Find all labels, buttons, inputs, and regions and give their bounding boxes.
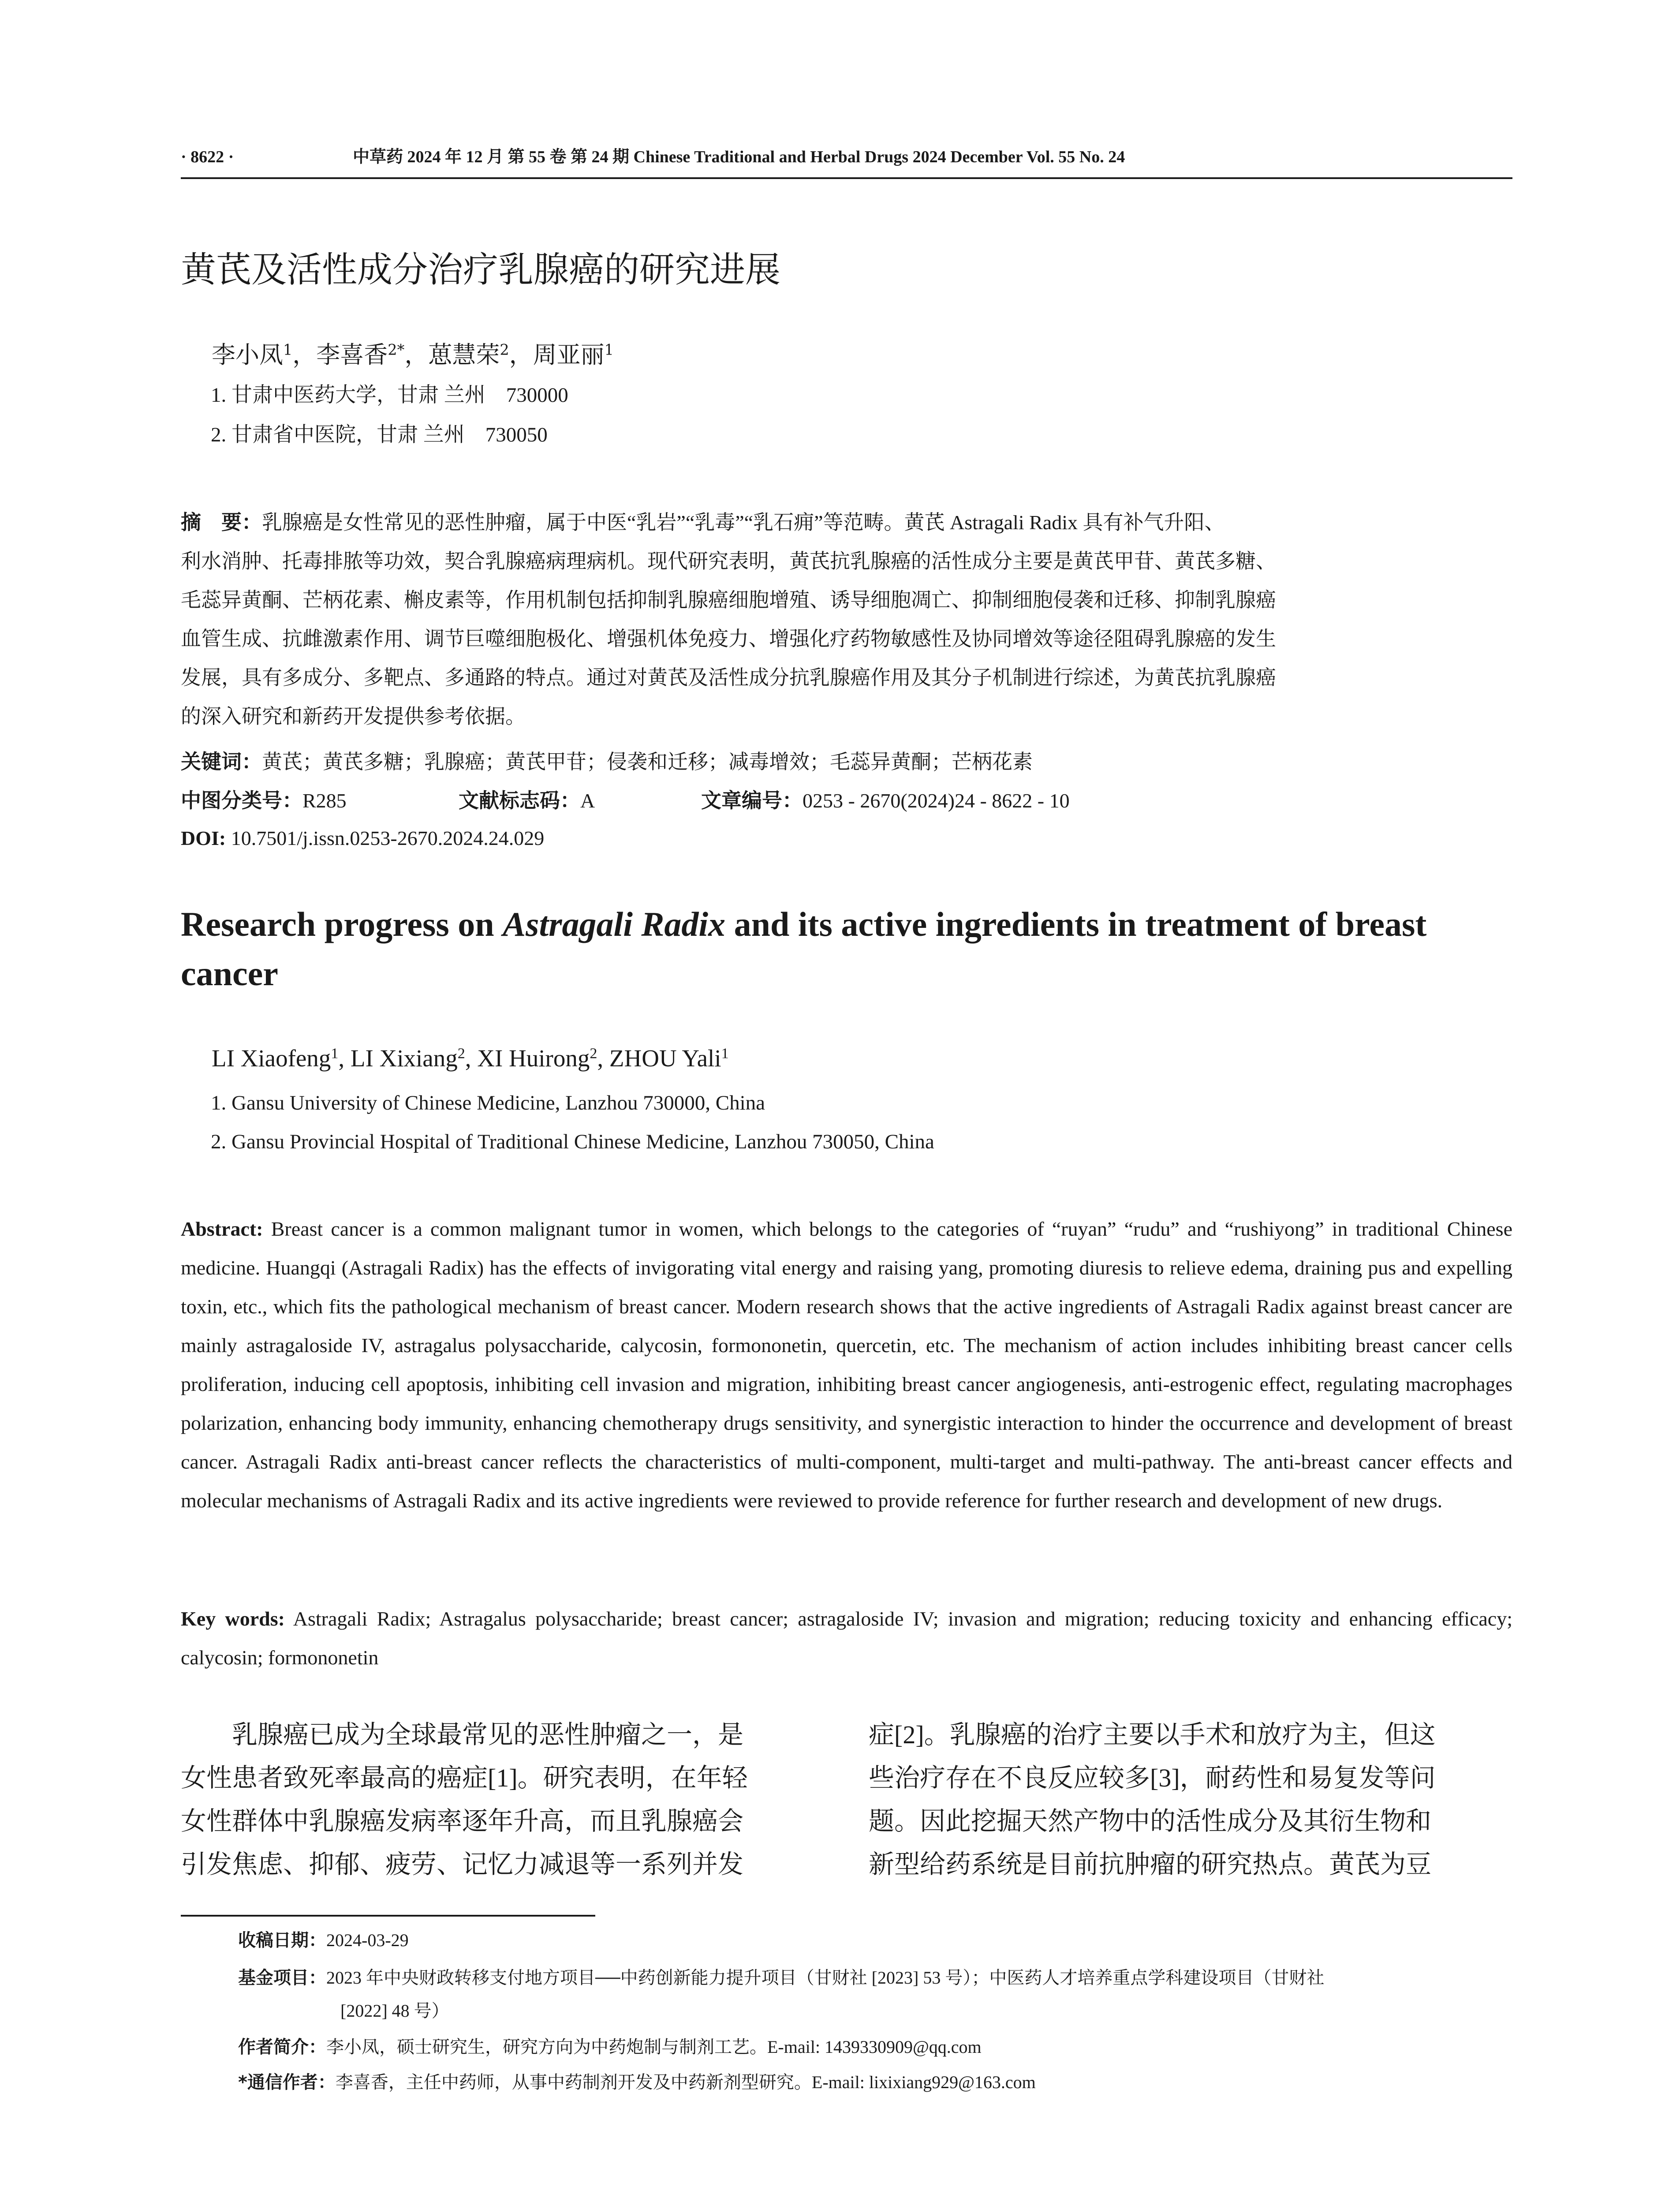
title-en-part: and its active ingredients in treatment of breast cancer bbox=[181, 905, 1427, 993]
page-number: · 8622 · bbox=[181, 148, 234, 166]
abstract-en-text: Breast cancer is a common malignant tumor in women, which belongs to the categories of “ruyan” “rudu” and “rushiyong” in traditional Chinese medicine. Huangqi (Astragali Radix) has the effects of invigorating vital energy and raising yang, promoting diuresis to relieve edema, draining pus and expelling toxin, etc., which fits the pathological mechanism of breast cancer. Modern research shows that the active ingredients of Astragali Radix against breast cancer are mainly astragaloside IV, astragalus polysaccharide, calycosin, formononetin, quercetin, etc. The mechanism of action includes inhibiting breast cancer cells proliferation, inducing cell apoptosis, inhibiting cell invasion and migration, inhibiting breast cancer angiogenesis, anti-estrogenic effect, regulating macrophages polarization, enhancing body immunity, enhancing chemotherapy drugs sensitivity, and synergistic interaction to hinder the occurrence and development of breast cancer. Astragali Radix anti-breast cancer reflects the characteristics of multi-component, multi-target and multi-pathway. The anti-breast cancer effects and molecular mechanisms of Astragali Radix and its active ingredients were reviewed to provide reference for further research and development of new drugs. bbox=[181, 1218, 1512, 1512]
title-en-italic: Astragali Radix bbox=[503, 905, 726, 943]
affil-mark: 1 bbox=[331, 1045, 339, 1062]
body-column-left bbox=[181, 1713, 825, 1886]
authors-en bbox=[212, 1041, 729, 1076]
affiliation-cn-2: 2. 甘肃省中医院，甘肃 兰州 730050 bbox=[211, 423, 548, 446]
separator: ， bbox=[404, 341, 429, 369]
keywords-cn-label: 关键词： bbox=[181, 750, 262, 774]
affil-mark: 2* bbox=[388, 341, 405, 359]
keywords-en-label: Key words: bbox=[181, 1607, 285, 1630]
received-value: 2024-03-29 bbox=[326, 1930, 409, 1950]
author-en-2: LI Xixiang bbox=[350, 1045, 458, 1072]
keywords-cn-text: 黄芪；黄芪多糖；乳腺癌；黄芪甲苷；侵袭和迁移；减毒增效；毛蕊异黄酮；芒柄花素 bbox=[262, 751, 1033, 773]
author-en-3: XI Huirong bbox=[477, 1045, 590, 1072]
body-line: 女性群体中乳腺癌发病率逐年升高，而且乳腺癌会 bbox=[181, 1807, 744, 1835]
article-value: 0253 - 2670(2024)24 - 8622 - 10 bbox=[803, 789, 1070, 812]
footnote-rule bbox=[181, 1915, 595, 1917]
received-label: 收稿日期： bbox=[238, 1930, 326, 1951]
keywords-en bbox=[181, 1600, 1512, 1677]
title-en-part: Research progress on bbox=[181, 905, 503, 943]
separator: ， bbox=[509, 341, 533, 369]
body-line: 女性患者致死率最高的癌症[1]。研究表明，在年轻 bbox=[181, 1764, 748, 1792]
affiliation-cn-1: 1. 甘肃中医药大学，甘肃 兰州 730000 bbox=[211, 384, 568, 407]
author-cn-3: 葸慧荣 bbox=[428, 341, 500, 369]
body-column-right bbox=[869, 1713, 1512, 1886]
separator: , bbox=[465, 1045, 478, 1072]
title-cn: 黄芪及活性成分治疗乳腺癌的研究进展 bbox=[181, 249, 780, 290]
clc-label: 中图分类号： bbox=[181, 789, 302, 812]
body-line: 题。因此挖掘天然产物中的活性成分及其衍生物和 bbox=[869, 1807, 1432, 1835]
body-line: 乳腺癌已成为全球最常见的恶性肿瘤之一，是 bbox=[181, 1720, 744, 1749]
abstract-cn-line: 毛蕊异黄酮、芒柄花素、槲皮素等，作用机制包括抑制乳腺癌细胞增殖、诱导细胞凋亡、抑制细胞侵袭和迁移、抑制乳腺癌 bbox=[181, 589, 1276, 611]
abstract-cn-line: 乳腺癌是女性常见的恶性肿瘤，属于中医“乳岩”“乳毒”“乳石痈”等范畴。黄芪 Astragali Radix 具有补气升阳、 bbox=[262, 511, 1225, 534]
author-en-1: LI Xiaofeng bbox=[212, 1045, 331, 1072]
body-line: 些治疗存在不良反应较多[3]，耐药性和易复发等问 bbox=[869, 1764, 1436, 1792]
abstract-cn-line: 利水消肿、托毒排脓等功效，契合乳腺癌病理病机。现代研究表明，黄芪抗乳腺癌的活性成分主要是黄芪甲苷、黄芪多糖、 bbox=[181, 550, 1276, 572]
authors-cn bbox=[212, 337, 614, 373]
doi-label: DOI: bbox=[181, 827, 226, 849]
doi-line bbox=[181, 823, 544, 854]
separator: , bbox=[338, 1045, 351, 1072]
affiliation-en-1: 1. Gansu University of Chinese Medicine, Lanzhou 730000, China bbox=[211, 1091, 765, 1114]
author-label: 作者简介： bbox=[238, 2037, 326, 2057]
title-en bbox=[181, 900, 1512, 998]
body-line: 引发焦虑、抑郁、疲劳、记忆力减退等一系列并发 bbox=[181, 1850, 744, 1879]
doc-value: A bbox=[580, 789, 595, 812]
abstract-cn-line: 的深入研究和新药开发提供参考依据。 bbox=[181, 705, 526, 728]
abstract-cn bbox=[181, 503, 1512, 736]
keywords-en-text: Astragali Radix; Astragalus polysaccharide; breast cancer; astragaloside IV; invasion and migration; reducing toxicity and enhancing efficacy; calycosin; formononetin bbox=[181, 1607, 1513, 1669]
footnote-author bbox=[238, 2033, 982, 2061]
correspondence-label: *通信作者： bbox=[238, 2072, 336, 2093]
abstract-en bbox=[181, 1210, 1512, 1520]
author-cn-2: 李喜香 bbox=[316, 341, 388, 369]
footnote-fund-cont: [2022] 48 号） bbox=[340, 2001, 449, 2021]
article-number bbox=[701, 785, 1070, 816]
affil-mark: 2 bbox=[500, 341, 509, 359]
author-en-4: ZHOU Yali bbox=[609, 1045, 721, 1072]
journal-line: 中草药 2024 年 12 月 第 55 卷 第 24 期 Chinese Traditional and Herbal Drugs 2024 December Vol. 55 No. 24 bbox=[353, 148, 1125, 166]
abstract-cn-line: 发展，具有多成分、多靶点、多通路的特点。通过对黄芪及活性成分抗乳腺癌作用及其分子机制进行综述，为黄芪抗乳腺癌 bbox=[181, 666, 1276, 689]
affil-mark: 1 bbox=[283, 341, 293, 359]
author-cn-4: 周亚丽 bbox=[533, 341, 605, 369]
author-value: 李小凤，硕士研究生，研究方向为中药炮制与制剂工艺。E-mail: 1439330909@qq.com bbox=[326, 2037, 982, 2057]
affil-mark: 1 bbox=[604, 341, 614, 359]
abstract-cn-label: 摘 要： bbox=[181, 510, 262, 534]
abstract-en-label: Abstract: bbox=[181, 1218, 263, 1240]
article-label: 文章编号： bbox=[701, 789, 803, 812]
fund-value: 2023 年中央财政转移支付地方项目──中药创新能力提升项目（甘财社 [2023] 53 号）；中医药人才培养重点学科建设项目（甘财社 bbox=[326, 1968, 1325, 1988]
separator: ， bbox=[292, 341, 317, 369]
affil-mark: 2 bbox=[590, 1045, 597, 1062]
doc-code bbox=[459, 785, 595, 816]
classification-line bbox=[181, 785, 347, 816]
header-rule bbox=[181, 177, 1512, 179]
separator: , bbox=[597, 1045, 609, 1072]
abstract-cn-line: 血管生成、抗雌激素作用、调节巨噬细胞极化、增强机体免疫力、增强化疗药物敏感性及协同增效等途径阻碍乳腺癌的发生 bbox=[181, 628, 1276, 650]
affil-mark: 2 bbox=[457, 1045, 465, 1062]
keywords-cn bbox=[181, 746, 1033, 777]
doc-label: 文献标志码： bbox=[459, 789, 580, 812]
doi-link[interactable]: 10.7501/j.issn.0253-2670.2024.24.029 bbox=[231, 827, 545, 849]
affiliation-en-2: 2. Gansu Provincial Hospital of Traditional Chinese Medicine, Lanzhou 730050, China bbox=[211, 1130, 934, 1153]
correspondence-value: 李喜香，主任中药师，从事中药制剂开发及中药新剂型研究。E-mail: lixixiang929@163.com bbox=[335, 2072, 1036, 2092]
body-line: 症[2]。乳腺癌的治疗主要以手术和放疗为主，但这 bbox=[869, 1720, 1436, 1749]
footnote-fund bbox=[238, 1964, 1324, 1992]
clc-value: R285 bbox=[302, 789, 347, 812]
footnote-correspondence bbox=[238, 2068, 1036, 2097]
footnote-received bbox=[238, 1926, 409, 1955]
body-line: 新型给药系统是目前抗肿瘤的研究热点。黄芪为豆 bbox=[869, 1850, 1432, 1879]
running-header bbox=[181, 145, 1512, 169]
author-cn-1: 李小凤 bbox=[212, 341, 283, 369]
affil-mark: 1 bbox=[721, 1045, 729, 1062]
fund-label: 基金项目： bbox=[238, 1968, 326, 1988]
